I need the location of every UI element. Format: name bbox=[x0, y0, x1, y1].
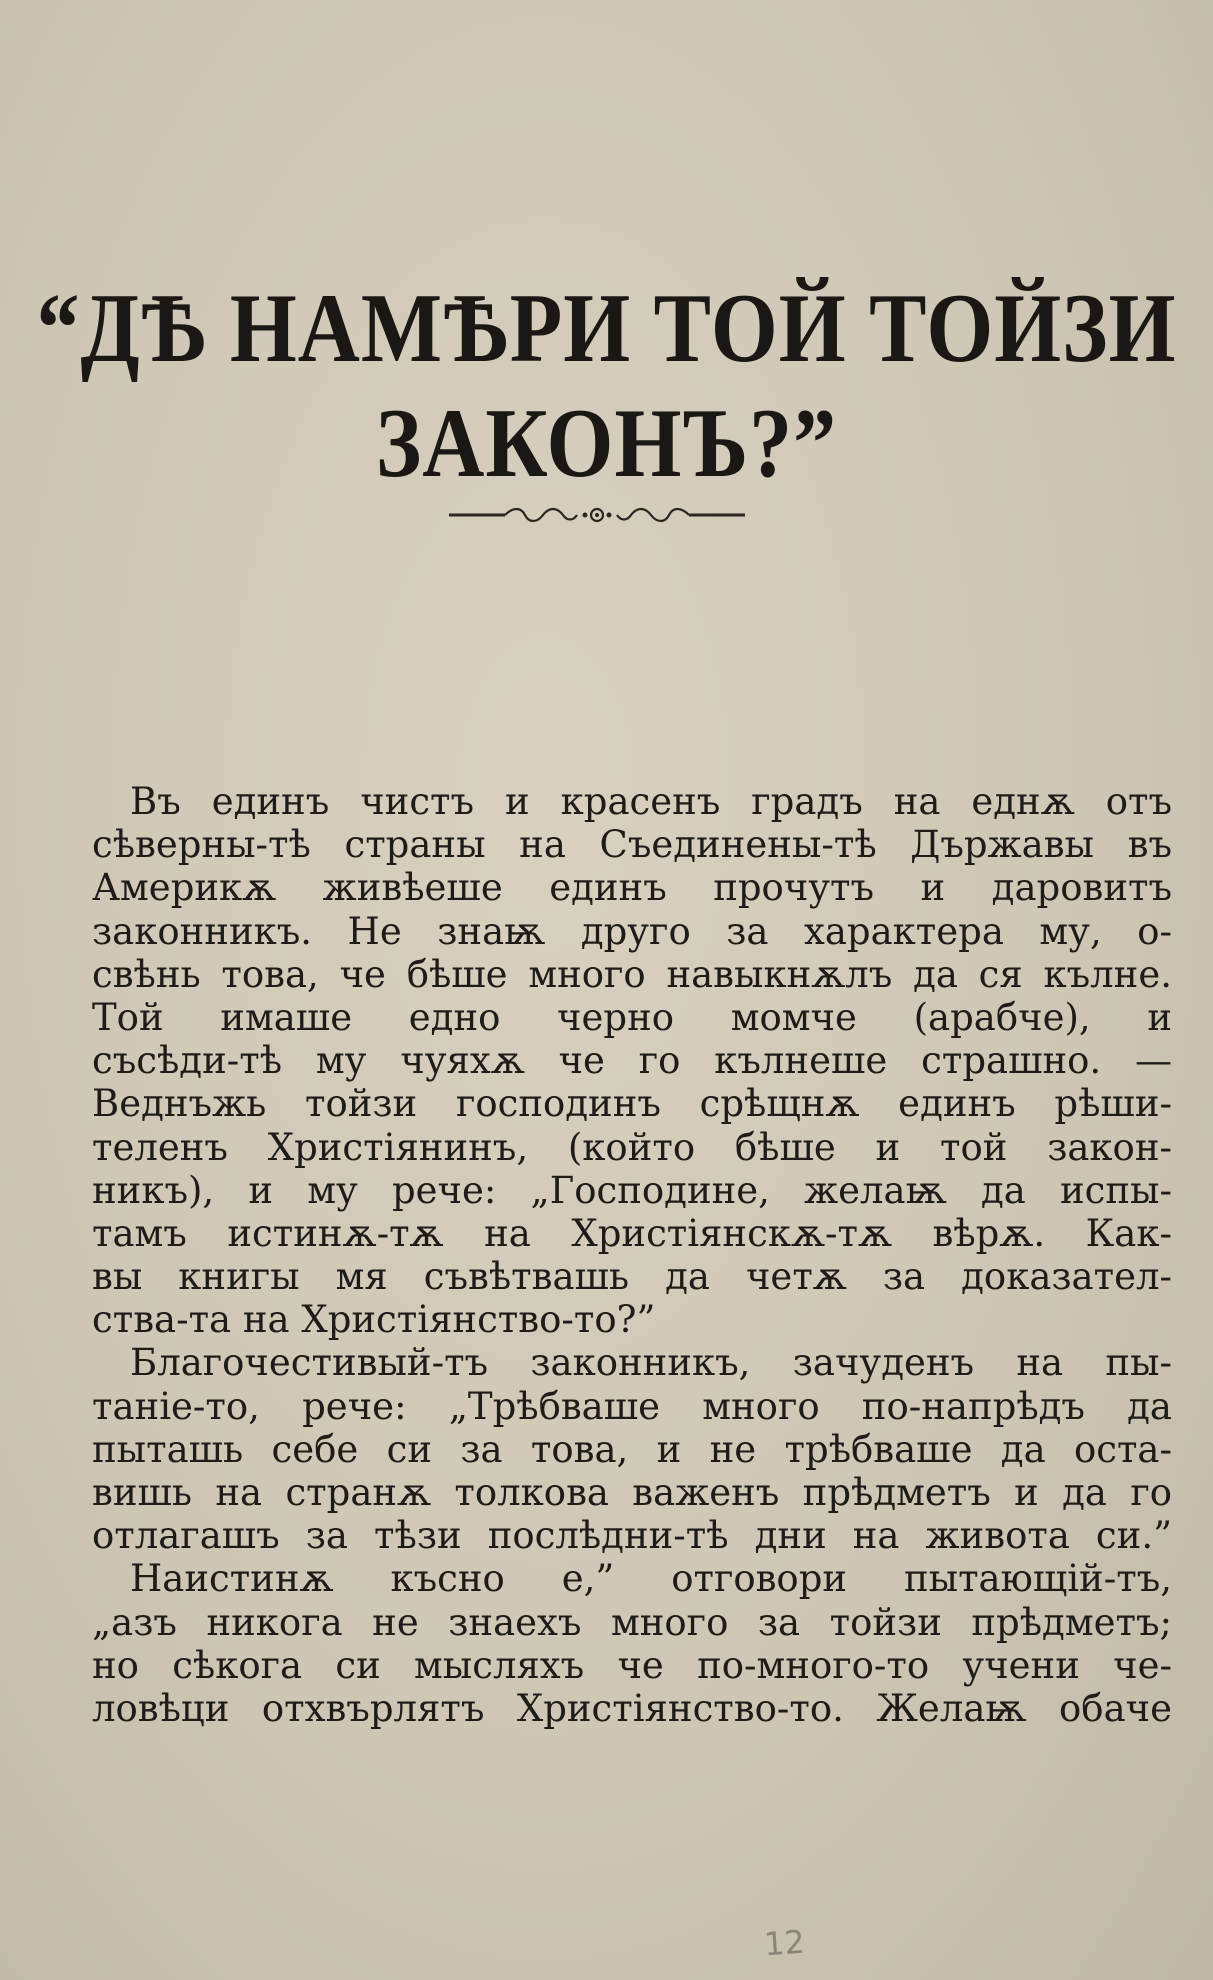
text-line: Веднъжь тойзи господинъ срѣщнѫ единъ рѣши- bbox=[92, 1082, 1172, 1126]
text-line: вы книгы мя съвѣтвашь да четѫ за доказател- bbox=[92, 1255, 1172, 1299]
text-line: съсѣди-тѣ му чуяхѫ че го кълнеше страшно. — bbox=[92, 1039, 1172, 1083]
paragraph-1 bbox=[92, 780, 1172, 1341]
text-line: вишь на странѫ толкова важенъ прѣдметъ и да го bbox=[92, 1471, 1172, 1514]
text-line: Въ единъ чистъ и красенъ градъ на еднѫ отъ bbox=[130, 780, 1172, 823]
text-line: законникъ. Не знаѭ друго за характера му, о- bbox=[92, 909, 1172, 953]
text-line: сѣверны-тѣ страны на Съединены-тѣ Държавы въ bbox=[92, 823, 1172, 867]
text-line: Благочестивый-тъ законникъ, зачуденъ на пы- bbox=[130, 1341, 1172, 1385]
text-line: отлагашъ за тѣзи послѣдни-тѣ дни на живота си.” bbox=[92, 1514, 1172, 1558]
text-line: ства-та на Христіянство-то?” bbox=[92, 1298, 656, 1342]
text-line: тамъ истинѫ-тѫ на Христіянскѫ-тѫ вѣрѫ. Как- bbox=[92, 1211, 1172, 1255]
text-line: но сѣкога си мысляхъ че по-много-то учени че- bbox=[92, 1643, 1172, 1687]
decorative-flourish-icon bbox=[447, 504, 747, 526]
text-line: теленъ Христіянинъ, (който бѣше и той закон- bbox=[92, 1125, 1172, 1169]
text-line: Америкѫ живѣеше единъ прочутъ и даровитъ bbox=[92, 866, 1172, 910]
text-line: Наистинѫ късно е,” отговори пытающій-тъ, bbox=[130, 1557, 1172, 1601]
handwritten-page-number: 12 bbox=[762, 1922, 806, 1964]
text-line: никъ), и му рече: „Господине, желаѭ да испы- bbox=[92, 1168, 1172, 1212]
paragraph-2 bbox=[92, 1341, 1172, 1557]
text-line: ловѣци отхвърлятъ Христіянство-то. Желаѭ обаче bbox=[92, 1686, 1172, 1730]
text-line: пыташь себе си за това, и не трѣбваше да оста- bbox=[92, 1427, 1172, 1471]
chapter-title: “ДѢ НАМѢРИ ТОЙ ТОЙЗИ ЗАКОНЪ?” bbox=[36, 272, 1177, 498]
text-line: таніе-то, рече: „Трѣбваше много по-напрѣдъ да bbox=[92, 1384, 1172, 1428]
text-line: свѣнь това, че бѣше много навыкнѫлъ да ся кълне. bbox=[92, 952, 1172, 996]
text-line: „азъ никога не знаехъ много за тойзи прѣдметъ; bbox=[92, 1600, 1172, 1644]
body-text bbox=[92, 780, 1172, 1730]
text-line: Той имаше едно черно момче (арабче), и bbox=[92, 995, 1172, 1039]
paragraph-3 bbox=[92, 1557, 1172, 1730]
